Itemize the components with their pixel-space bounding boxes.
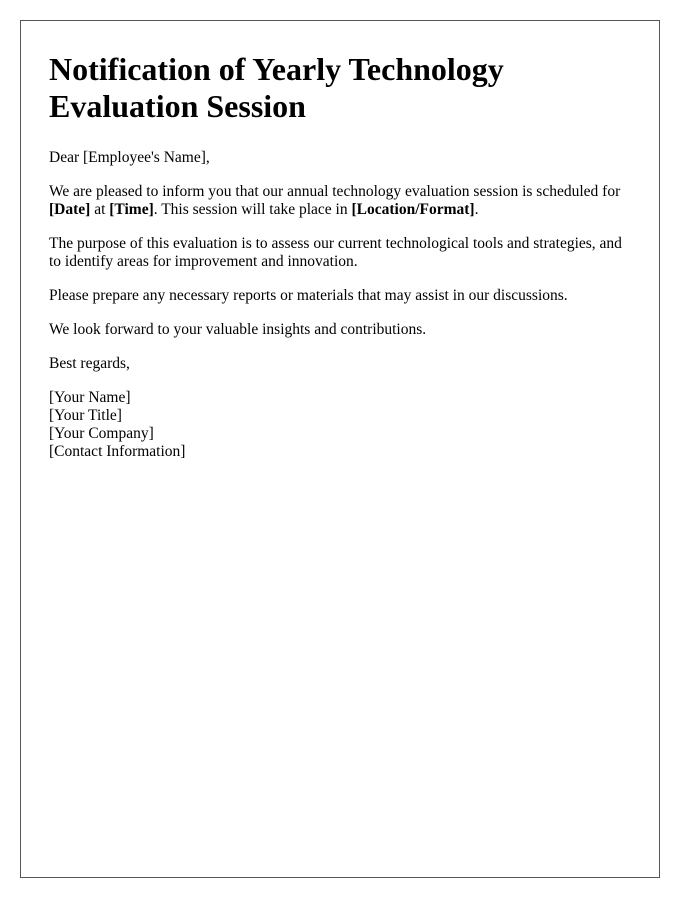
paragraph-prepare: Please prepare any necessary reports or materials that may assist in our discussions. bbox=[49, 287, 568, 304]
paragraph-purpose: The purpose of this evaluation is to assess our current technological tools and strategies, and to identify areas for improvement and innovation. bbox=[49, 235, 622, 270]
signature-name: [Your Name] bbox=[49, 389, 131, 406]
salutation: Dear [Employee's Name], bbox=[49, 149, 210, 166]
letter-page bbox=[20, 20, 660, 878]
schedule-text-2: at bbox=[90, 201, 110, 218]
signature-contact: [Contact Information] bbox=[49, 443, 186, 460]
signature-company: [Your Company] bbox=[49, 425, 154, 442]
schedule-text-1: We are pleased to inform you that our annual technology evaluation session is scheduled for bbox=[49, 183, 621, 200]
schedule-text-3: . This session will take place in bbox=[153, 201, 352, 218]
signature-block bbox=[49, 389, 629, 461]
date-placeholder: [Date] bbox=[49, 201, 91, 218]
paragraph-schedule bbox=[49, 183, 629, 219]
closing: Best regards, bbox=[49, 355, 130, 372]
letter-title: Notification of Yearly Technology Evaluation Session bbox=[49, 51, 504, 124]
paragraph-look-forward: We look forward to your valuable insights and contributions. bbox=[49, 321, 427, 338]
location-placeholder: [Location/Format] bbox=[351, 201, 475, 218]
time-placeholder: [Time] bbox=[109, 201, 154, 218]
schedule-text-4: . bbox=[474, 201, 479, 218]
signature-title: [Your Title] bbox=[49, 407, 122, 424]
letter-content bbox=[49, 51, 629, 461]
